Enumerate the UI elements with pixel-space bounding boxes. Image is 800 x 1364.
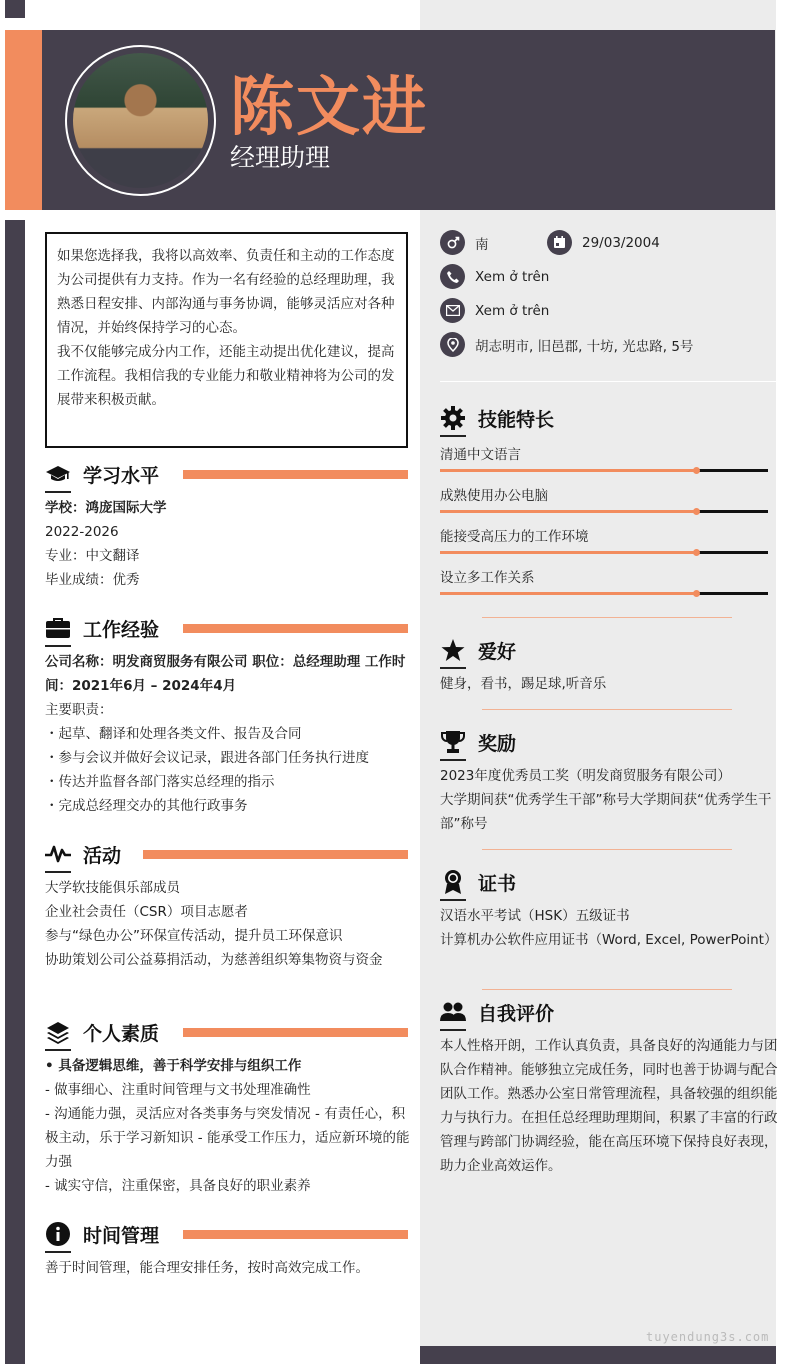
skill-bar [440, 469, 768, 472]
time-management-text: 善于时间管理，能合理安排任务，按时高效完成工作。 [45, 1260, 369, 1276]
experience-heading [45, 612, 159, 644]
skill-label: 成熟使用办公电脑 [440, 488, 548, 504]
quality-item: - 做事细心、注重时间管理与文书处理准确性 [45, 1082, 311, 1098]
skill-bar-knob [693, 549, 700, 556]
section-divider [482, 617, 732, 618]
gender-row [440, 230, 489, 255]
contact-divider [440, 381, 776, 382]
section-title: 活动 [83, 844, 122, 867]
email-row [440, 298, 549, 323]
time-management-heading [45, 1218, 159, 1250]
left-bar-main [5, 220, 25, 1364]
award-item: 大学期间获“优秀学生干部”称号大学期间获“优秀学生干部”称号 [440, 792, 772, 832]
activity-item: 企业社会责任（CSR）项目志愿者 [45, 904, 248, 920]
skill-bar-knob [693, 508, 700, 515]
skill-bar-fill [440, 592, 696, 595]
left-bar-top [5, 0, 25, 18]
school-name: 学校：鸿庞国际大学 [45, 500, 167, 516]
duties-label: 主要职责： [45, 702, 113, 718]
skill-bar-knob [693, 467, 700, 474]
skill-label: 设立多工作关系 [440, 570, 535, 586]
envelope-icon [440, 298, 465, 323]
qualities-list [45, 1054, 410, 1198]
certificates-heading [440, 866, 516, 898]
company-line: 公司名称：明发商贸服务有限公司 职位：总经理助理 工作时间：2021年6月 – 2024年4月 [45, 654, 406, 694]
layers-icon [45, 1019, 71, 1045]
activity-item: 参与“绿色办公”环保宣传活动，提升员工环保意识 [45, 928, 343, 944]
activity-item: 协助策划公司公益募捐活动，为慈善组织筹集物资与资金 [45, 952, 383, 968]
quality-item: - 沟通能力强，灵活应对各类事务与突发情况 - 有责任心，积极主动，乐于学习新知识 - 能承受工作压力，适应新环境的能力强 [45, 1106, 410, 1170]
gender-icon [440, 230, 465, 255]
skill-bar [440, 510, 768, 513]
duty-item: ・参与会议并做好会议记录，跟进各部门任务执行进度 [45, 750, 369, 766]
calendar-icon [547, 230, 572, 255]
activities-list [45, 876, 410, 972]
hobbies-heading [440, 634, 516, 666]
education-details [45, 496, 410, 592]
study-years: 2022-2026 [45, 524, 119, 540]
avatar [73, 53, 208, 188]
avatar-frame [65, 45, 216, 196]
qualities-heading [45, 1016, 159, 1048]
section-divider [482, 709, 732, 710]
skill-bar-fill [440, 551, 696, 554]
hobbies-text: 健身，看书，踢足球,听音乐 [440, 676, 607, 692]
skill-bar [440, 592, 768, 595]
phone-row [440, 264, 549, 289]
section-title: 时间管理 [83, 1224, 160, 1247]
briefcase-icon [45, 615, 71, 641]
skills-heading [440, 402, 554, 434]
address-row [440, 332, 693, 357]
awards-list [440, 764, 780, 836]
self-evaluation-text: 本人性格开朗，工作认真负责，具备良好的沟通能力与团队合作精神。能够独立完成任务，同时也善于协调与配合团队工作。熟悉办公室日常管理流程，具备较强的组织能力与执行力。在担任总经理助理期间，积累了丰富的行政管理与跨部门协调经验，能在高压环境下保持良好表现，助力企业高效运作。 [440, 1038, 778, 1174]
career-objective [45, 232, 408, 448]
info-icon [45, 1221, 71, 1247]
graduation-cap-icon [45, 461, 71, 487]
right-panel-footer-bar [420, 1346, 776, 1364]
watermark: tuyendung3s.com [646, 1330, 770, 1344]
gear-icon [440, 405, 466, 431]
skill-bar-fill [440, 510, 696, 513]
activity-item: 大学软技能俱乐部成员 [45, 880, 180, 896]
section-rule [183, 470, 408, 479]
phone-icon [440, 264, 465, 289]
education-heading [45, 458, 159, 490]
skill-bar-fill [440, 469, 696, 472]
email-value: Xem ở trên [475, 302, 550, 319]
birthdate-row [547, 230, 660, 255]
section-rule [183, 1028, 408, 1037]
section-title: 学习水平 [83, 464, 160, 487]
award-item: 2023年度优秀员工奖（明发商贸服务有限公司） [440, 768, 731, 784]
phone-value: Xem ở trên [475, 268, 550, 285]
section-rule [183, 1230, 408, 1239]
address-value: 胡志明市, 旧邑郡, 十坊, 光忠路, 5号 [475, 338, 694, 355]
certificates-list [440, 904, 780, 952]
certificate-item: 汉语水平考试（HSK）五级证书 [440, 908, 630, 924]
section-title: 自我评价 [478, 1002, 555, 1025]
skill-label: 能接受高压力的工作环境 [440, 529, 589, 545]
quality-item: - 诚实守信，注重保密，具备良好的职业素养 [45, 1178, 311, 1194]
major: 专业：中文翻译 [45, 548, 140, 564]
section-rule [183, 624, 408, 633]
header-banner [5, 30, 775, 210]
graduation-grade: 毕业成绩：优秀 [45, 572, 140, 588]
skill-bar-knob [693, 590, 700, 597]
quality-lead: • 具备逻辑思维，善于科学安排与组织工作 [45, 1058, 302, 1074]
section-title: 爱好 [478, 640, 517, 663]
objective-paragraph: 如果您选择我，我将以高效率、负责任和主动的工作态度为公司提供有力支持。作为一名有经验的总经理助理，我熟悉日程安排、内部沟通与事务协调，能够灵活应对各种情况，并始终保持学习的心态。 [57, 248, 395, 336]
duty-item: ・起草、翻译和处理各类文件、报告及合同 [45, 726, 302, 742]
certificate-item: 计算机办公软件应用证书（Word, Excel, PowerPoint） [440, 932, 778, 948]
person-name: 陈文进 [230, 71, 428, 145]
skill-label: 清通中文语言 [440, 447, 521, 463]
duty-item: ・完成总经理交办的其他行政事务 [45, 798, 248, 814]
section-title: 个人素质 [83, 1022, 160, 1045]
section-title: 技能特长 [478, 408, 555, 431]
duty-item: ・传达并监督各部门落实总经理的指示 [45, 774, 275, 790]
section-title: 证书 [478, 872, 517, 895]
trophy-icon [440, 729, 466, 755]
section-divider [482, 989, 732, 990]
birthdate-value: 29/03/2004 [582, 234, 660, 251]
objective-paragraph: 我不仅能够完成分内工作，还能主动提出优化建议，提高工作流程。我相信我的专业能力和敬业精神将为公司的发展带来积极贡献。 [57, 344, 395, 408]
header-accent [5, 30, 42, 210]
gender-value: 南 [475, 236, 489, 253]
skill-bar [440, 551, 768, 554]
pulse-icon [45, 841, 71, 867]
users-icon [440, 999, 466, 1025]
section-rule [143, 850, 408, 859]
activities-heading [45, 838, 121, 870]
section-divider [482, 849, 732, 850]
section-title: 奖励 [478, 732, 517, 755]
star-icon [440, 637, 466, 663]
experience-details [45, 650, 410, 818]
medal-icon [440, 869, 466, 895]
location-pin-icon [440, 332, 465, 357]
job-title: 经理助理 [230, 143, 331, 172]
self-evaluation-heading [440, 996, 554, 1028]
awards-heading [440, 726, 516, 758]
section-title: 工作经验 [83, 618, 160, 641]
